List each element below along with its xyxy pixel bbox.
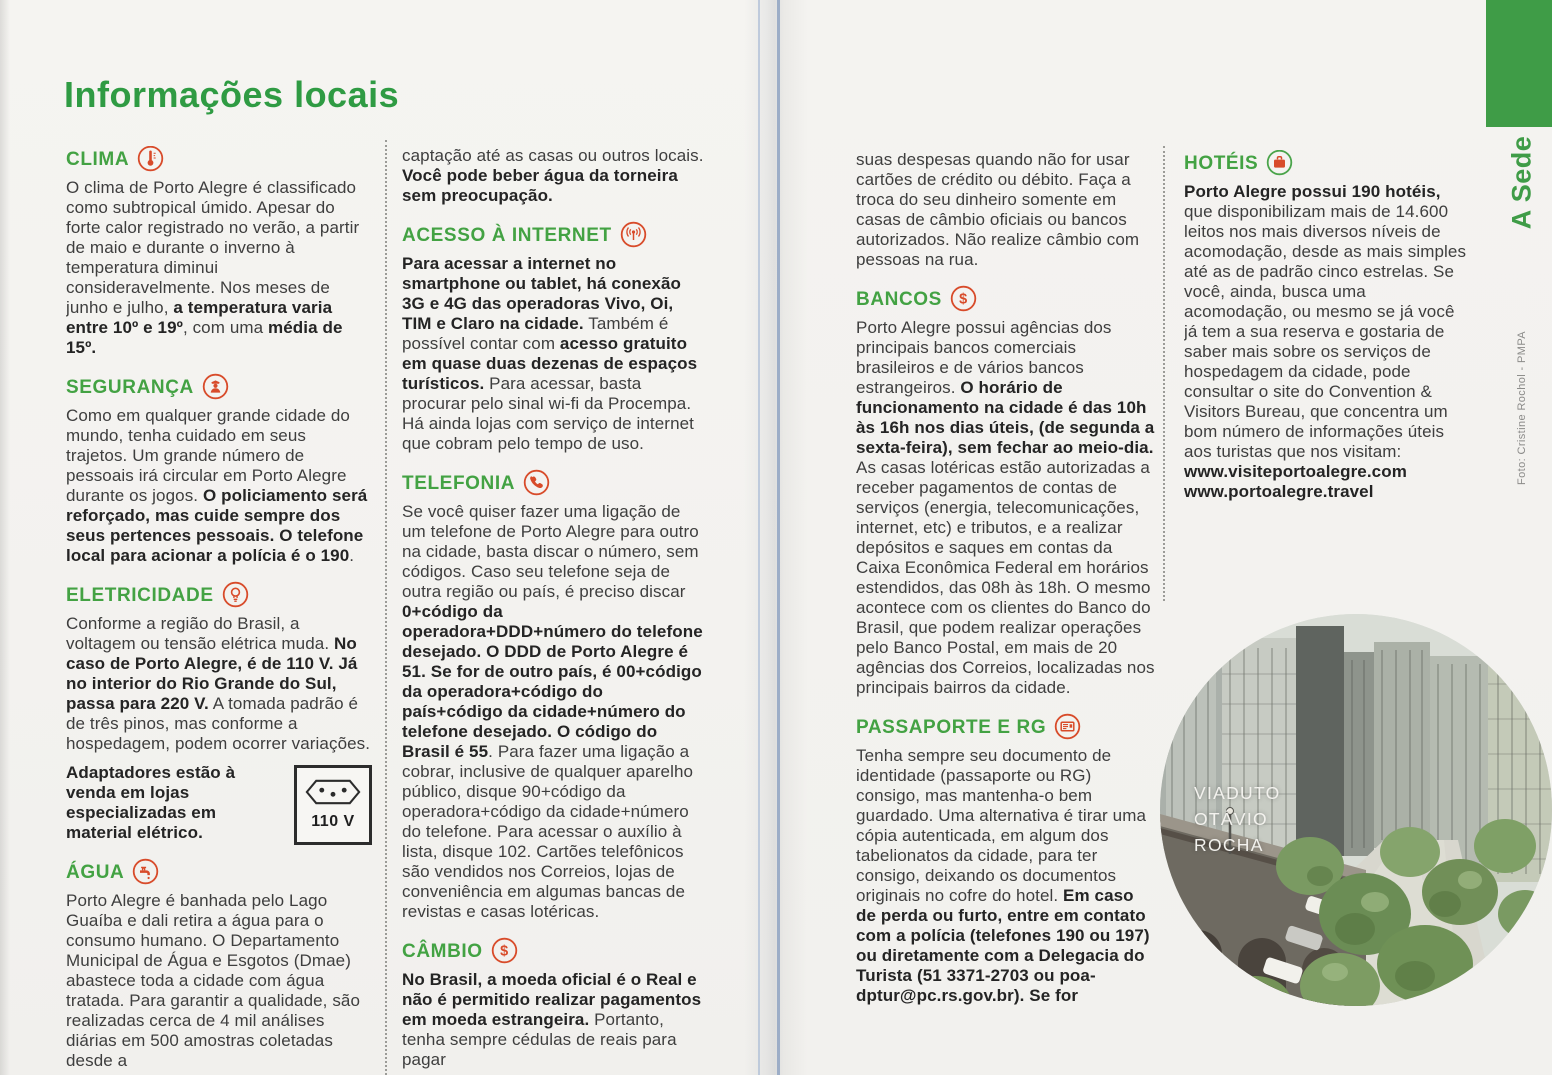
section-heading-label: ACESSO À INTERNET [402, 224, 612, 246]
text-run: Em caso de perda ou furto, entre em contato com a polícia (telefones 190 ou 197) ou diretamente com a Delegacia do Turista (51 3371-2703 ou poa-dptur@pc.rs.gov.br). Se for [856, 886, 1150, 1005]
section-heading-label: TELEFONIA [402, 472, 516, 494]
dollar-icon [950, 285, 977, 312]
paragraph [1184, 182, 1470, 502]
text-run: acesso gratuito em quase duas dezenas de espaços turísticos. [402, 334, 698, 393]
text-run: A tomada padrão é de três pinos, mas conforme a hospedagem, podem ocorrer variações. [66, 694, 371, 753]
page-fold-line [777, 0, 780, 1075]
text-run: Porto Alegre possui 190 hotéis, [1184, 182, 1441, 201]
text-run: Porto Alegre é banhada pelo Lago Guaíba e dali retira a água para o consumo humano. O Departamento Municipal de Água e Esgotos (Dmae) abastece toda a cidade com água tratada. Para garantir a qualidade, são realizadas cerca de 4 mil análises diárias em 500 amostras coletadas desde a [66, 891, 361, 1070]
section-heading [856, 714, 1156, 741]
page-fold-line [758, 0, 760, 1075]
paragraph [66, 614, 372, 754]
thermometer-icon [137, 146, 164, 172]
photo-caption-line: VIADUTO [1194, 783, 1281, 803]
text-run: O clima de Porto Alegre é classificado como subtropical úmido. Apesar do forte calor registrado no verão, a partir de maio e durante o inverno à temperatura diminui consideravelmente. Nos meses de junho e julho, [66, 178, 360, 317]
section-heading-label: BANCOS [856, 288, 942, 310]
photo-caption-line: ROCHA [1194, 835, 1264, 855]
section-heading-label: CLIMA [66, 148, 130, 170]
section-heading-label: ELETRICIDADE [66, 584, 214, 606]
text-run: Se você quiser fazer uma ligação de um telefone de Porto Alegre para outro na cidade, basta discar o número, sem códigos. Caso seu telefone seja de outra região ou país, é preciso discar [402, 502, 699, 601]
section-heading [66, 582, 372, 609]
text-run: Você pode beber água da torneira sem preocupação. [402, 166, 678, 205]
idcard-icon [1054, 713, 1081, 740]
text-run: O policiamento será reforçado, mas cuide sempre dos seus pertences pessoais. O telefone local para acionar a polícia é o 190 [66, 486, 368, 565]
text-run: Adaptadores estão à venda em lojas especializadas em material elétrico. [66, 763, 236, 842]
paragraph [66, 763, 372, 843]
section-heading-label: HOTÉIS [1184, 152, 1259, 174]
column-1 [66, 146, 372, 1075]
section-heading-label: ÁGUA [66, 861, 125, 883]
text-run: suas despesas quando não for usar cartões de crédito ou débito. Faça a troca do seu dinheiro somente em casas de câmbio oficiais ou bancos autorizados. Não realize câmbio com pessoas na rua. [856, 150, 1140, 269]
column-divider [385, 140, 387, 1075]
text-run: No Brasil, a moeda oficial é o Real e não é permitido realizar pagamentos em moeda estrangeira. [402, 970, 702, 1029]
column-divider [1163, 146, 1165, 601]
paragraph [856, 318, 1156, 698]
paragraph [856, 746, 1156, 1006]
text-run: Para acessar, basta procurar pelo sinal wi-fi da Procempa. Há ainda lojas com serviço de internet que cobram pelo tempo de uso. [402, 374, 695, 453]
paragraph [402, 502, 704, 922]
text-run: . Para fazer uma ligação a cobrar, inclusive de qualquer aparelho público, disque 90+código da operadora+código da cidade+número do telefone. Para acessar o auxílio à lista, disque 102. Cartões telefônicos são vendidos nos Correios, lojas de conveniência em algumas bancas de revistas e casas lotéricas. [402, 742, 694, 921]
phone-icon [523, 469, 550, 496]
column-2 [402, 146, 704, 1075]
bulb-icon [222, 581, 249, 608]
viaduto-photo [1160, 614, 1552, 1006]
paragraph [856, 150, 1156, 270]
section-heading [402, 470, 704, 497]
photo-caption [1194, 780, 1281, 858]
svg-text:$: $ [959, 291, 968, 308]
section-heading-label: CÂMBIO [402, 940, 483, 962]
text-run: Tenha sempre seu documento de identidade (passaporte ou RG) consigo, mas mantenha-o bem guardado. Uma alternativa é tirar uma cópia autenticada, em algum dos tabelionatos da cidade, para ter consigo, deixando os documentos originais no cofre do hotel. [856, 746, 1147, 905]
text-run: Também é possível contar com [402, 314, 669, 353]
section-heading [66, 374, 372, 401]
power-plug-box [294, 765, 372, 845]
text-run: As casas lotéricas estão autorizadas a receber pagamentos de contas de serviços (energia, telecomunicações, internet, etc) e tributos, e a realizar depósitos e saques em contas da Caixa Econômica Federal em horários estendidos, das 08h às 18h. O mesmo acontece com os clientes do Banco do Brasil, que podem realizar operações pelo Banco Postal, em mais de 20 agências dos Correios, localizadas nos principais bairros da cidade. [856, 458, 1155, 697]
scan-edge-shadow [0, 0, 10, 1075]
paragraph [402, 254, 704, 454]
text-run: Para acessar a internet no smartphone ou tablet, há conexão 3G e 4G das operadoras Vivo, Oi, TIM e Claro na cidade. [402, 254, 682, 333]
section-heading [402, 938, 704, 965]
text-run: que disponibilizam mais de 14.600 leitos nos mais diversos níveis de acomodação, desde as mais simples até as de padrão cinco estrelas. Se você, ainda, busca uma acomodação, ou mesmo se já você já tem a sua reserva e gostaria de saber mais sobre os serviços de hospedagem da cidade, pode consultar o site do Convention & Visitors Bureau, que concentra um bom número de informações úteis aos turistas que nos visitam: [1184, 202, 1467, 461]
section-heading-label: SEGURANÇA [66, 376, 194, 398]
photo-caption-line: OTÁVIO [1194, 809, 1268, 829]
section-heading [1184, 150, 1470, 177]
text-run: No caso de Porto Alegre, é de 110 V. Já no interior do Rio Grande do Sul, passa para 220 V. [66, 634, 358, 713]
section-heading-label: PASSAPORTE E RG [856, 716, 1047, 738]
section-heading [66, 146, 372, 173]
column-3 [856, 150, 1156, 1075]
section-tab-label: A Sede [1506, 135, 1537, 229]
text-run: Porto Alegre possui agências dos principais bancos comerciais brasileiros e de vários bancos estrangeiros. [856, 318, 1112, 397]
plug-voltage-label: 110 V [311, 813, 355, 830]
text-run: 0+código da operadora+DDD+número do telefone desejado. O DDD de Porto Alegre é 51. Se for de outro país, é 00+código da operadora+código do país+código da cidade+número do telefone desejado. O código do Brasil é 55 [402, 602, 703, 761]
section-heading [402, 222, 704, 249]
paragraph [66, 891, 372, 1071]
section-tab-a-sede [1482, 135, 1552, 229]
photo-credit-label: Foto: Cristine Rochol - PMPA [1516, 330, 1529, 486]
plug-outlet-icon [304, 778, 362, 811]
text-run: www.visiteportoalegre.com [1184, 462, 1407, 481]
paragraph [402, 970, 704, 1070]
text-run: média de 15º. [66, 318, 343, 357]
police-icon [202, 373, 229, 400]
text-run: Conforme a região do Brasil, a voltagem ou tensão elétrica muda. [66, 614, 334, 653]
text-run: , com uma [182, 318, 269, 337]
antenna-icon [620, 221, 647, 248]
suitcase-icon [1266, 150, 1293, 176]
photo-credit [1447, 330, 1552, 486]
text-run: . [349, 546, 355, 565]
dollar-icon [491, 937, 518, 964]
green-corner-bar [1486, 0, 1552, 127]
page-title: Informações locais [64, 74, 400, 116]
svg-text:$: $ [499, 943, 509, 960]
text-run: captação até as casas ou outros locais. [402, 146, 704, 165]
paragraph [402, 146, 704, 206]
text-run: a temperatura varia entre 10º e 19º [66, 298, 333, 337]
faucet-icon [132, 858, 159, 885]
section-heading [856, 286, 1156, 313]
text-run: O horário de funcionamento na cidade é das 10h às 16h nos dias úteis, (de segunda a sexta-feira), sem fechar ao meio-dia. [856, 378, 1155, 457]
text-run: www.portoalegre.travel [1184, 482, 1374, 501]
section-heading [66, 859, 372, 886]
text-run: Como em qualquer grande cidade do mundo, tenha cuidado em seus trajetos. Um grande número de pessoais irá circular em Porto Alegre durante os jogos. [66, 406, 350, 505]
paragraph [66, 178, 372, 358]
paragraph [66, 406, 372, 566]
text-run: Portanto, tenha sempre cédulas de reais para pagar [402, 1010, 677, 1069]
